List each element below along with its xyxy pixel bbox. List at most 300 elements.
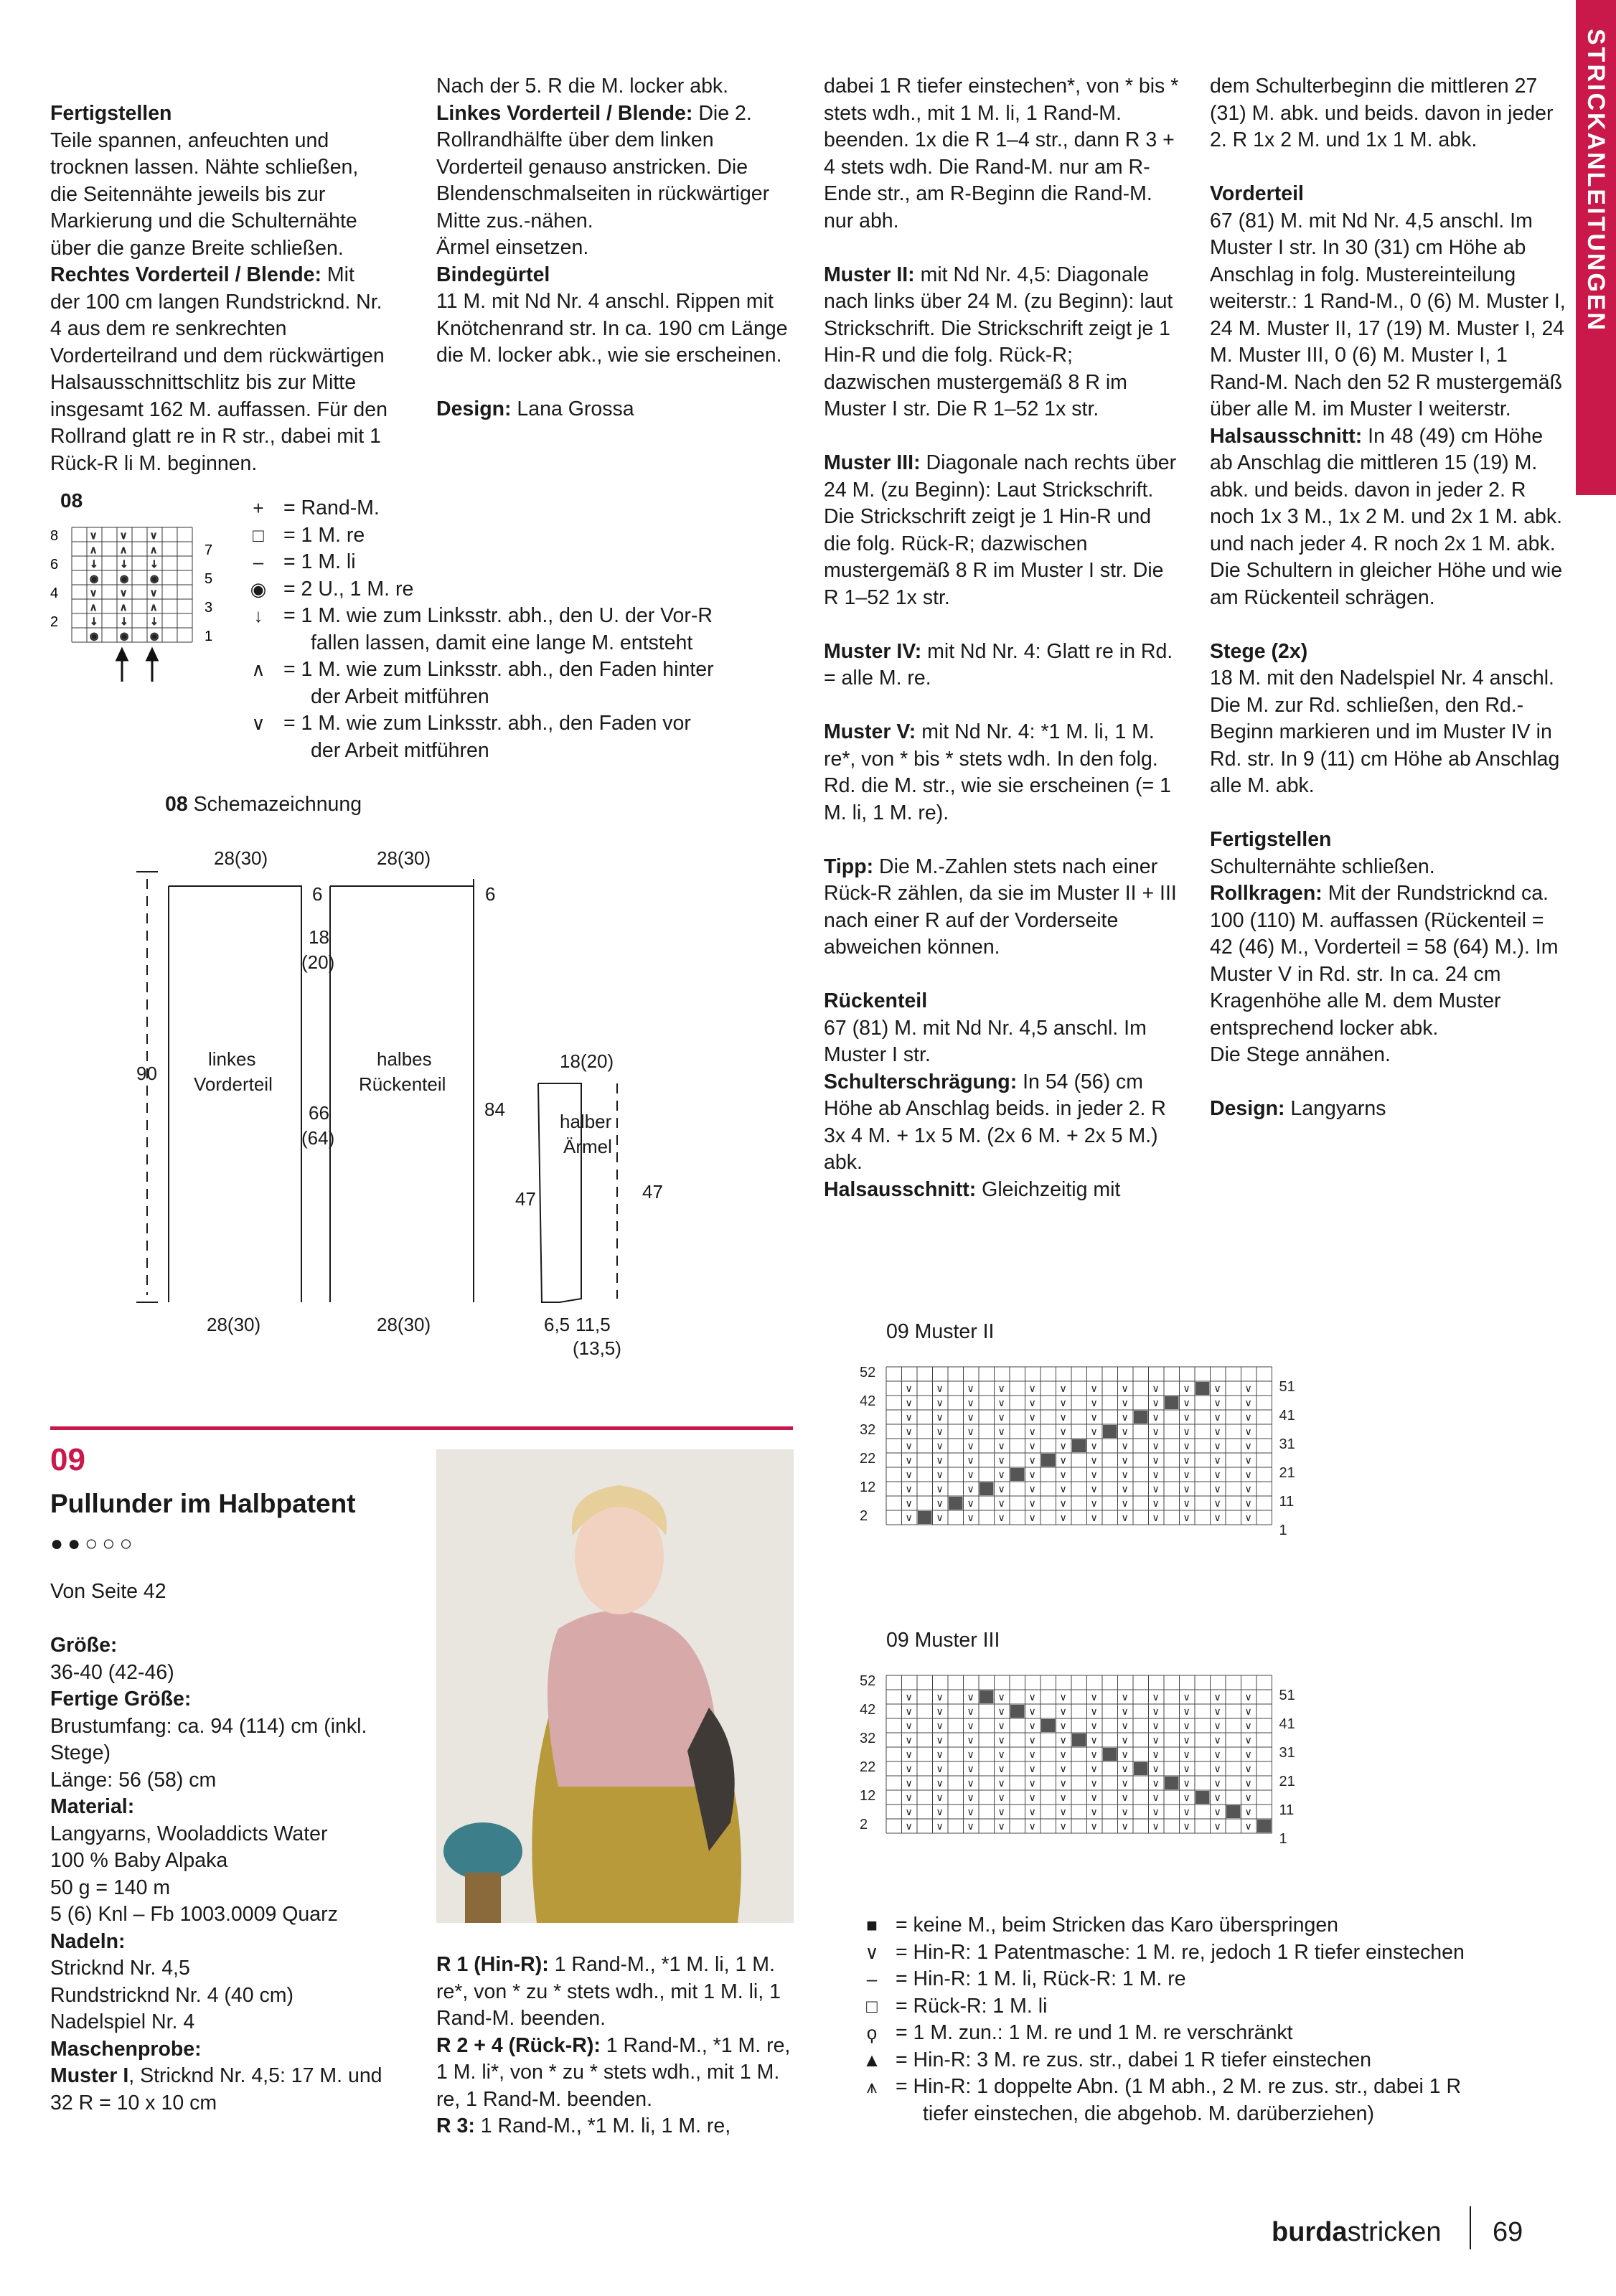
svg-text:∨: ∨ <box>1244 1512 1252 1524</box>
footer-brand: burdastricken <box>1272 2217 1442 2247</box>
svg-text:∨: ∨ <box>905 1469 913 1481</box>
svg-text:∨: ∨ <box>905 1749 913 1761</box>
svg-text:∨: ∨ <box>1183 1469 1190 1481</box>
row-label-left: 32 <box>860 1731 876 1746</box>
svg-text:∨: ∨ <box>936 1778 944 1789</box>
svg-text:↓: ↓ <box>150 616 159 628</box>
svg-text:∨: ∨ <box>936 1821 944 1832</box>
schema-ae1: halber <box>560 1111 612 1132</box>
svg-text:∨: ∨ <box>997 1692 1005 1703</box>
svg-text:∨: ∨ <box>1152 1749 1160 1761</box>
svg-text:∨: ∨ <box>1183 1498 1190 1510</box>
from-page: Von Seite 42 <box>50 1580 166 1603</box>
svg-text:∨: ∨ <box>1090 1398 1098 1409</box>
svg-text:∨: ∨ <box>905 1792 913 1804</box>
svg-text:∨: ∨ <box>997 1484 1005 1495</box>
svg-text:∨: ∨ <box>1090 1764 1098 1775</box>
svg-text:∨: ∨ <box>1121 1821 1129 1832</box>
svg-text:∨: ∨ <box>1059 1412 1067 1424</box>
svg-text:∨: ∨ <box>1183 1706 1190 1718</box>
svg-text:∨: ∨ <box>936 1764 944 1775</box>
svg-text:∨: ∨ <box>1121 1441 1129 1452</box>
svg-text:∨: ∨ <box>936 1441 944 1452</box>
column-4-top-text: dem Schulterbeginn die mittleren 27 (31) M. abk. und beids. davon in jeder 2. R 1x 2 M. und 1x 1 M. abk. Vorderteil 67 (81) M. mit Nd Nr. 4,5 anschl. Im Muster I str. In 30 (31) cm Höhe ab Anschlag in folg. Mustereinteilung weiterstr.: 1 Rand-M., 0 (6) M. Muster I, 24 M. Muster II, 17 (19) M. Muster I, 24 M. Muster III, 0 (6) M. Muster I, 1 Rand-M. Nach den 52 R mustergemäß über alle M. im Muster I weiterstr. Halsausschnitt: In 48 (49) cm Höhe ab Anschlag die mittleren 15 (19) M. abk. und beids. davon in jeder 2. R noch 1x 3 M., 1x 2 M. und 2x 1 M. abk. und nach jeder 4. R noch 2x 1 M. abk. Die Schultern in gleicher Höhe und wie am Rückenteil schrägen. Stege (2x) 18 M. mit den Nadelspiel Nr. 4 anschl. Die M. zur Rd. schließen, den Rd.-Beginn markieren und im Muster IV in Rd. str. In 9 (11) cm Höhe ab Anschlag alle M. abk. Fertigstellen Schulternähte schließen. Rollkragen: Mit der Rundstricknd ca. 100 (110) M. auffassen (Rückenteil = 42 (46) M., Vorderteil = 58 (64) M.). Im Muster V in Rd. str. In ca. 24 cm Kragenhöhe alle M. dem Muster entsprechend locker abk. Die Stege annähen. Design: Langyarns <box>1210 75 1566 1120</box>
svg-text:∨: ∨ <box>1213 1455 1221 1467</box>
svg-text:∨: ∨ <box>967 1426 974 1438</box>
column-2-bottom-text: R 1 (Hin-R): 1 Rand-M., *1 M. li, 1 M. re*, von * zu * stets wdh., mit 1 M. li, 1 Rand-M. beenden. R 2 + 4 (Rück-R): 1 Rand-M., *1 M. re, 1 M. li*, von * zu * stets wdh., mit 1 M. re, 1 Rand-M. beenden. R 3: 1 Rand-M., *1 M. li, 1 M. re, <box>436 1953 791 2137</box>
svg-text:∨: ∨ <box>1152 1778 1160 1789</box>
svg-text:∨: ∨ <box>967 1512 974 1524</box>
svg-text:∨: ∨ <box>1059 1398 1067 1409</box>
svg-text:∨: ∨ <box>1121 1484 1129 1495</box>
svg-text:∨: ∨ <box>1152 1469 1160 1481</box>
schema-ae-b1: 6,5 <box>544 1314 570 1335</box>
svg-text:∨: ∨ <box>1090 1749 1098 1761</box>
svg-text:∨: ∨ <box>905 1498 913 1510</box>
row-label-left: 12 <box>860 1479 876 1495</box>
svg-text:∨: ∨ <box>1121 1455 1129 1467</box>
svg-text:∨: ∨ <box>1059 1792 1067 1804</box>
svg-text:∨: ∨ <box>1028 1735 1036 1746</box>
row-label-right: 11 <box>1279 1802 1295 1818</box>
svg-text:∨: ∨ <box>1152 1721 1160 1732</box>
svg-text:∨: ∨ <box>1028 1778 1036 1789</box>
svg-text:∨: ∨ <box>967 1498 974 1510</box>
svg-text:∨: ∨ <box>936 1735 944 1746</box>
svg-text:∨: ∨ <box>1028 1441 1036 1452</box>
schema-neck2: (20) <box>301 951 335 973</box>
legend-text: = 1 M. wie zum Linksstr. abh., den Faden vor <box>283 712 691 735</box>
svg-text:∨: ∨ <box>997 1792 1005 1804</box>
legend-text: = 2 U., 1 M. re <box>283 577 414 601</box>
schema-w2: 28(30) <box>377 847 431 869</box>
schema-ae2: Ärmel <box>563 1136 612 1157</box>
column-2-top-text: Nach der 5. R die M. locker abk. Linkes Vorderteil / Blende: Die 2. Rollrandhälfte über dem linken Vorderteil genauso anstricken. Die Blendenschmalseiten in rückwärtiger Mitte zus.-nähen. Ärmel einsetzen. Bindegürtel 11 M. mit Nd Nr. 4 anschl. Rippen mit Knötchenrand str. In ca. 190 cm Länge die M. locker abk., wie sie erscheinen. Design: Lana Grossa <box>436 75 788 420</box>
svg-text:∨: ∨ <box>1121 1426 1129 1438</box>
muster-2-grid <box>854 1352 1295 1539</box>
svg-text:∨: ∨ <box>936 1398 944 1409</box>
svg-text:∨: ∨ <box>1152 1706 1160 1718</box>
svg-text:∨: ∨ <box>936 1469 944 1481</box>
svg-text:◉: ◉ <box>90 573 99 585</box>
svg-text:∨: ∨ <box>1059 1807 1067 1818</box>
legend-text: = Hin-R: 3 M. re zus. str., dabei 1 R tiefer einstechen <box>896 2048 1371 2071</box>
svg-text:∨: ∨ <box>1152 1512 1160 1524</box>
svg-text:∨: ∨ <box>967 1821 974 1832</box>
svg-text:∨: ∨ <box>1244 1398 1252 1409</box>
row-label-left: 22 <box>860 1451 876 1467</box>
svg-text:∨: ∨ <box>1028 1706 1036 1718</box>
svg-text:∨: ∨ <box>967 1778 974 1789</box>
legend-symbol: + <box>253 497 264 519</box>
chart-08-row-3: 3 <box>205 600 213 616</box>
svg-text:∨: ∨ <box>967 1807 974 1818</box>
legend-symbol: ∨ <box>251 712 266 734</box>
row-label-right: 41 <box>1279 1408 1295 1424</box>
svg-text:∧: ∧ <box>90 602 98 613</box>
svg-text:∨: ∨ <box>1152 1383 1160 1395</box>
chart-08-row-1: 1 <box>205 629 213 644</box>
svg-text:∨: ∨ <box>905 1807 913 1818</box>
row-label-left: 52 <box>860 1673 876 1689</box>
svg-text:∨: ∨ <box>1213 1426 1221 1438</box>
svg-text:∨: ∨ <box>1183 1735 1190 1746</box>
svg-text:∨: ∨ <box>936 1706 944 1718</box>
svg-text:∨: ∨ <box>1244 1383 1252 1395</box>
svg-text:↓: ↓ <box>150 559 159 570</box>
legend-text: = Hin-R: 1 M. li, Rück-R: 1 M. re <box>896 1967 1186 1990</box>
svg-text:∨: ∨ <box>1213 1484 1221 1495</box>
chart-08-grid <box>50 520 237 685</box>
svg-text:∨: ∨ <box>997 1778 1005 1789</box>
legend-text: = 1 M. wie zum Linksstr. abh., den U. der Vor-R <box>283 604 713 627</box>
svg-text:∨: ∨ <box>1213 1692 1221 1703</box>
schema-hr1: halbes <box>377 1048 432 1070</box>
svg-text:∨: ∨ <box>1183 1412 1190 1424</box>
schema-h90: 90 <box>136 1063 157 1084</box>
svg-text:∨: ∨ <box>936 1426 944 1438</box>
column-2-bottom <box>436 1952 795 2140</box>
svg-text:∨: ∨ <box>967 1412 974 1424</box>
schema-ae47b: 47 <box>642 1181 663 1203</box>
row-label-right: 1 <box>1279 1523 1287 1538</box>
svg-text:∨: ∨ <box>1059 1778 1067 1789</box>
svg-text:∨: ∨ <box>1244 1807 1252 1818</box>
svg-text:∨: ∨ <box>1183 1512 1190 1524</box>
svg-text:∨: ∨ <box>997 1706 1005 1718</box>
legend-text: = Rück-R: 1 M. li <box>896 1994 1048 2018</box>
svg-text:∨: ∨ <box>1183 1749 1190 1761</box>
svg-text:∨: ∨ <box>905 1735 913 1746</box>
svg-text:∨: ∨ <box>1213 1412 1221 1424</box>
schema-neck: 18 <box>309 926 329 948</box>
svg-text:∨: ∨ <box>1090 1512 1098 1524</box>
svg-text:∨: ∨ <box>1090 1721 1098 1732</box>
svg-text:∨: ∨ <box>997 1821 1005 1832</box>
svg-text:∨: ∨ <box>1213 1778 1221 1789</box>
svg-text:∨: ∨ <box>1059 1764 1067 1775</box>
legend-text: = Rand-M. <box>283 497 380 519</box>
svg-text:∨: ∨ <box>905 1721 913 1732</box>
svg-text:∨: ∨ <box>1244 1441 1252 1452</box>
svg-text:∨: ∨ <box>1059 1484 1067 1495</box>
svg-text:∨: ∨ <box>997 1383 1005 1395</box>
svg-text:∨: ∨ <box>1059 1821 1067 1832</box>
svg-text:∨: ∨ <box>1213 1383 1221 1395</box>
row-label-left: 42 <box>860 1393 876 1409</box>
muster-2-title: 09 Muster II <box>886 1320 995 1343</box>
schema-s1: 6 <box>312 883 323 905</box>
svg-text:∨: ∨ <box>1059 1721 1067 1732</box>
svg-text:∨: ∨ <box>1028 1764 1036 1775</box>
svg-text:∨: ∨ <box>1183 1821 1190 1832</box>
svg-text:∨: ∨ <box>967 1692 974 1703</box>
svg-text:∨: ∨ <box>1121 1764 1129 1775</box>
svg-text:∨: ∨ <box>997 1412 1005 1424</box>
svg-text:∨: ∨ <box>1059 1692 1067 1703</box>
svg-text:∨: ∨ <box>1213 1807 1221 1818</box>
svg-text:∨: ∨ <box>1213 1749 1221 1761</box>
legend-symbol: ∨ <box>865 1941 879 1963</box>
section-divider <box>50 1426 793 1430</box>
chart-08-row-5: 5 <box>205 571 213 587</box>
svg-text:∨: ∨ <box>1121 1498 1129 1510</box>
svg-text:∨: ∨ <box>967 1455 974 1467</box>
svg-text:∨: ∨ <box>936 1807 944 1818</box>
schema-ae-b3: (13,5) <box>573 1337 621 1359</box>
svg-text:◉: ◉ <box>150 573 159 585</box>
svg-text:∨: ∨ <box>936 1383 944 1395</box>
svg-text:∨: ∨ <box>905 1383 913 1395</box>
section-tab <box>1576 0 1616 495</box>
svg-text:∨: ∨ <box>1244 1721 1252 1732</box>
svg-text:∨: ∨ <box>997 1441 1005 1452</box>
svg-text:∨: ∨ <box>1121 1706 1129 1718</box>
svg-text:∨: ∨ <box>1213 1735 1221 1746</box>
svg-text:∨: ∨ <box>1183 1441 1190 1452</box>
row-label-left: 42 <box>860 1702 876 1718</box>
svg-text:∨: ∨ <box>997 1498 1005 1510</box>
svg-text:∨: ∨ <box>1244 1764 1252 1775</box>
svg-text:∨: ∨ <box>936 1455 944 1467</box>
column-2-top <box>436 73 795 423</box>
svg-text:∨: ∨ <box>1152 1441 1160 1452</box>
svg-text:∨: ∨ <box>1213 1721 1221 1732</box>
svg-text:↓: ↓ <box>120 616 128 628</box>
svg-text:↓: ↓ <box>120 559 128 570</box>
schema-h64: (64) <box>301 1127 335 1149</box>
svg-text:∨: ∨ <box>1152 1398 1160 1409</box>
muster-3-grid <box>854 1661 1295 1848</box>
svg-text:∨: ∨ <box>1059 1441 1067 1452</box>
legend-text: der Arbeit mitführen <box>311 738 489 762</box>
svg-text:∨: ∨ <box>1028 1398 1036 1409</box>
svg-text:↓: ↓ <box>90 616 98 628</box>
row-label-right: 51 <box>1279 1688 1295 1703</box>
svg-text:∨: ∨ <box>1028 1749 1036 1761</box>
svg-text:∨: ∨ <box>936 1792 944 1804</box>
svg-text:∨: ∨ <box>1244 1692 1252 1703</box>
svg-text:∨: ∨ <box>1183 1455 1190 1467</box>
svg-text:∨: ∨ <box>905 1398 913 1409</box>
svg-text:∨: ∨ <box>1213 1498 1221 1510</box>
svg-text:∨: ∨ <box>1213 1821 1221 1832</box>
svg-text:∨: ∨ <box>1028 1455 1036 1467</box>
legend-symbol: – <box>866 1968 878 1990</box>
svg-text:∨: ∨ <box>997 1469 1005 1481</box>
legend-symbol: ■ <box>866 1914 878 1936</box>
schema-h66: 66 <box>309 1102 329 1124</box>
svg-text:∨: ∨ <box>1183 1383 1190 1395</box>
svg-text:∨: ∨ <box>1028 1721 1036 1732</box>
svg-text:∨: ∨ <box>967 1469 974 1481</box>
svg-text:∨: ∨ <box>1090 1383 1098 1395</box>
row-label-right: 11 <box>1279 1494 1295 1510</box>
svg-text:∨: ∨ <box>1213 1706 1221 1718</box>
legend-symbol: □ <box>253 524 264 546</box>
svg-text:∨: ∨ <box>905 1455 913 1467</box>
svg-text:∨: ∨ <box>1028 1426 1036 1438</box>
svg-text:∨: ∨ <box>1059 1469 1067 1481</box>
svg-text:∨: ∨ <box>1059 1749 1067 1761</box>
legend-symbol: ϙ <box>866 2022 878 2043</box>
svg-text:∨: ∨ <box>967 1441 974 1452</box>
svg-text:∨: ∨ <box>905 1706 913 1718</box>
schema-ae47a: 47 <box>515 1188 536 1210</box>
svg-text:∨: ∨ <box>1028 1512 1036 1524</box>
schema-s2: 6 <box>485 883 496 905</box>
svg-text:∨: ∨ <box>1090 1735 1098 1746</box>
legend-text: = 1 M. zun.: 1 M. re und 1 M. re verschränkt <box>896 2021 1293 2044</box>
svg-text:∨: ∨ <box>1090 1792 1098 1804</box>
chart-08-row-4: 4 <box>50 585 59 601</box>
legend-text: = keine M., beim Stricken das Karo überspringen <box>896 1914 1339 1937</box>
svg-text:∨: ∨ <box>1028 1807 1036 1818</box>
svg-text:∨: ∨ <box>1183 1484 1190 1495</box>
legend-text: = 1 M. wie zum Linksstr. abh., den Faden hinter <box>283 658 714 681</box>
legend-text: fallen lassen, damit eine lange M. entsteht <box>311 631 693 654</box>
svg-text:∨: ∨ <box>1121 1692 1129 1703</box>
page-number: 69 <box>1493 2217 1523 2247</box>
svg-text:∨: ∨ <box>1213 1441 1221 1452</box>
svg-text:∨: ∨ <box>1183 1778 1190 1789</box>
svg-text:∨: ∨ <box>1244 1735 1252 1746</box>
row-label-left: 2 <box>860 1508 868 1524</box>
legend-symbol: ◉ <box>250 578 267 600</box>
svg-text:∨: ∨ <box>967 1764 974 1775</box>
svg-text:∨: ∨ <box>997 1735 1005 1746</box>
svg-text:∨: ∨ <box>1152 1792 1160 1804</box>
schema-lv1: linkes <box>208 1048 256 1070</box>
svg-text:∨: ∨ <box>1028 1792 1036 1804</box>
chart-08-title: 08 <box>60 489 83 512</box>
svg-text:∨: ∨ <box>997 1426 1005 1438</box>
svg-text:∨: ∨ <box>1152 1692 1160 1703</box>
svg-text:∨: ∨ <box>1213 1398 1221 1409</box>
svg-text:∨: ∨ <box>1121 1412 1129 1424</box>
svg-text:∨: ∨ <box>150 588 158 599</box>
row-label-left: 12 <box>860 1788 876 1804</box>
svg-text:∨: ∨ <box>936 1512 944 1524</box>
svg-text:∨: ∨ <box>1090 1441 1098 1452</box>
svg-text:∨: ∨ <box>1028 1821 1036 1832</box>
svg-text:∧: ∧ <box>120 545 128 556</box>
section-number: 09 <box>50 1442 85 1477</box>
svg-text:∨: ∨ <box>905 1426 913 1438</box>
svg-text:∨: ∨ <box>1090 1412 1098 1424</box>
difficulty-rating: ●●○○○ <box>50 1532 137 1556</box>
svg-text:∨: ∨ <box>936 1749 944 1761</box>
svg-text:∨: ∨ <box>967 1749 974 1761</box>
svg-text:∨: ∨ <box>1090 1778 1098 1789</box>
schema-ae-top: 18(20) <box>560 1050 614 1072</box>
svg-text:∨: ∨ <box>1152 1455 1160 1467</box>
column-1-top <box>50 100 387 477</box>
svg-text:∨: ∨ <box>1121 1749 1129 1761</box>
footer-divider <box>1470 2206 1471 2249</box>
svg-text:∨: ∨ <box>1090 1455 1098 1467</box>
svg-text:∨: ∨ <box>150 530 158 542</box>
svg-text:∨: ∨ <box>1121 1792 1129 1804</box>
svg-text:∨: ∨ <box>997 1398 1005 1409</box>
svg-text:∨: ∨ <box>967 1484 974 1495</box>
column-4-top <box>1210 73 1569 1123</box>
svg-text:↓: ↓ <box>90 559 98 570</box>
svg-text:∨: ∨ <box>967 1792 974 1804</box>
svg-text:∨: ∨ <box>936 1721 944 1732</box>
svg-text:∨: ∨ <box>1244 1412 1252 1424</box>
svg-text:∨: ∨ <box>1028 1498 1036 1510</box>
svg-text:∨: ∨ <box>905 1512 913 1524</box>
svg-text:∨: ∨ <box>967 1398 974 1409</box>
svg-text:∨: ∨ <box>1244 1792 1252 1804</box>
legend-text: der Arbeit mitführen <box>311 684 489 708</box>
legend-text: = Hin-R: 1 doppelte Abn. (1 M abh., 2 M. re zus. str., dabei 1 R <box>896 2075 1462 2098</box>
svg-text:∨: ∨ <box>1028 1469 1036 1481</box>
legend-symbol: ▲ <box>863 2048 881 2071</box>
svg-text:∨: ∨ <box>1183 1426 1190 1438</box>
svg-text:∨: ∨ <box>1059 1512 1067 1524</box>
row-label-right: 51 <box>1279 1379 1295 1395</box>
svg-text:∨: ∨ <box>1090 1426 1098 1438</box>
svg-text:∨: ∨ <box>967 1706 974 1718</box>
row-label-right: 31 <box>1279 1436 1295 1452</box>
svg-text:∨: ∨ <box>1183 1807 1190 1818</box>
svg-text:∨: ∨ <box>1152 1821 1160 1832</box>
schema-w4: 28(30) <box>377 1314 431 1335</box>
svg-text:∨: ∨ <box>905 1484 913 1495</box>
svg-text:∨: ∨ <box>905 1412 913 1424</box>
arrow-up-icon <box>117 649 157 682</box>
svg-text:∨: ∨ <box>1121 1383 1129 1395</box>
row-label-left: 52 <box>860 1365 876 1380</box>
svg-text:∨: ∨ <box>120 588 128 599</box>
schema-h84: 84 <box>484 1098 505 1120</box>
column-1-bottom-text: Größe: 36-40 (42-46) Fertige Größe: Brustumfang: ca. 94 (114) cm (inkl. Stege) Länge: 56 (58) cm Material: Langyarns, Wooladdicts Water 100 % Baby Alpaka 50 g = 140 m 5 (6) Knl – Fb 1003.0009 Quarz Nadeln: Stricknd Nr. 4,5 Rundstricknd Nr. 4 (40 cm) Nadelspiel Nr. 4 Maschenprobe: Muster I, Stricknd Nr. 4,5: 17 M. und 32 R = 10 x 10 cm <box>50 1634 382 2114</box>
svg-text:∨: ∨ <box>1059 1735 1067 1746</box>
chart-08-row-2: 2 <box>50 614 59 630</box>
svg-text:∨: ∨ <box>1213 1792 1221 1804</box>
chart-08-row-7: 7 <box>205 542 213 558</box>
column-3-top-text: dabei 1 R tiefer einstechen*, von * bis * stets wdh., mit 1 M. li, 1 Rand-M. beenden. 1x die R 1–4 str., dann R 3 + 4 stets wdh. Die Rand-M. nur am R-Ende str., am R-Beginn die Rand-M. nur abh. Muster II: mit Nd Nr. 4,5: Diagonale nach links über 24 M. (zu Beginn): laut Strickschrift. Die Strickschrift zeigt je 1 Hin-R und die folg. Rück-R; dazwischen mustergemäß 8 R im Muster I str. Die R 1–52 1x str. Muster III: Diagonale nach rechts über 24 M. (zu Beginn): Laut Strickschrift. Die Strickschrift zeigt je 1 Hin-R und die folg. Rück-R; dazwischen mustergemäß 8 R im Muster I str. Die R 1–52 1x str. Muster IV: mit Nd Nr. 4: Glatt re in Rd. = alle M. re. Muster V: mit Nd Nr. 4: *1 M. li, 1 M. re*, von * bis * stets wdh. In den folg. Rd. die M. str., wie sie erscheinen (= 1 M. li, 1 M. re). Tipp: Die M.-Zahlen stets nach einer Rück-R zählen, da sie im Muster II + III nach einer R auf der Vorderseite abweichen können. Rückenteil 67 (81) M. mit Nd Nr. 4,5 anschl. Im Muster I str. Schulterschrägung: In 54 (56) cm Höhe ab Anschlag beids. in jeder 2. R 3x 4 M. + 1x 5 M. (2x 6 M. + 2x 5 M.) abk. Halsausschnitt: Gleichzeitig mit <box>824 75 1179 1201</box>
svg-text:∨: ∨ <box>967 1721 974 1732</box>
svg-text:∨: ∨ <box>967 1383 974 1395</box>
row-label-left: 22 <box>860 1759 876 1775</box>
svg-text:∨: ∨ <box>1121 1721 1129 1732</box>
svg-text:∨: ∨ <box>1090 1469 1098 1481</box>
svg-text:∨: ∨ <box>1152 1484 1160 1495</box>
section-title: Pullunder im Halbpatent <box>50 1489 356 1518</box>
legend-symbol: – <box>253 551 264 573</box>
svg-text:∨: ∨ <box>1183 1398 1190 1409</box>
legend-symbol: ∧ <box>251 659 266 680</box>
svg-text:∨: ∨ <box>1028 1692 1036 1703</box>
svg-text:∨: ∨ <box>1059 1498 1067 1510</box>
svg-text:∨: ∨ <box>1090 1484 1098 1495</box>
legend-symbol: ↓ <box>253 605 263 626</box>
schema-drawing <box>129 843 675 1374</box>
schema-hr2: Rückenteil <box>359 1073 446 1095</box>
svg-text:∨: ∨ <box>905 1764 913 1775</box>
schema-w3: 28(30) <box>207 1314 261 1335</box>
svg-text:∨: ∨ <box>1152 1735 1160 1746</box>
svg-text:∨: ∨ <box>1152 1412 1160 1424</box>
column-1-top-text: Fertigstellen Teile spannen, anfeuchten und trocknen lassen. Nähte schließen, die Seitennähte jeweils bis zur Markierung und die Schulternähte über die ganze Breite schließen. Rechtes Vorderteil / Blende: Mit der 100 cm langen Rundstricknd. Nr. 4 aus dem re senkrechten Vorderteilrand und dem rückwärtigen Halsausschnittschlitz bis zur Mitte insgesamt 162 M. auffassen. Für den Rollrand glatt re in R str., dabei mit 1 Rück-R li M. beginnen. <box>50 102 387 475</box>
svg-text:∨: ∨ <box>1121 1512 1129 1524</box>
svg-text:∨: ∨ <box>967 1735 974 1746</box>
svg-text:∨: ∨ <box>1244 1498 1252 1510</box>
svg-text:∧: ∧ <box>120 602 128 613</box>
